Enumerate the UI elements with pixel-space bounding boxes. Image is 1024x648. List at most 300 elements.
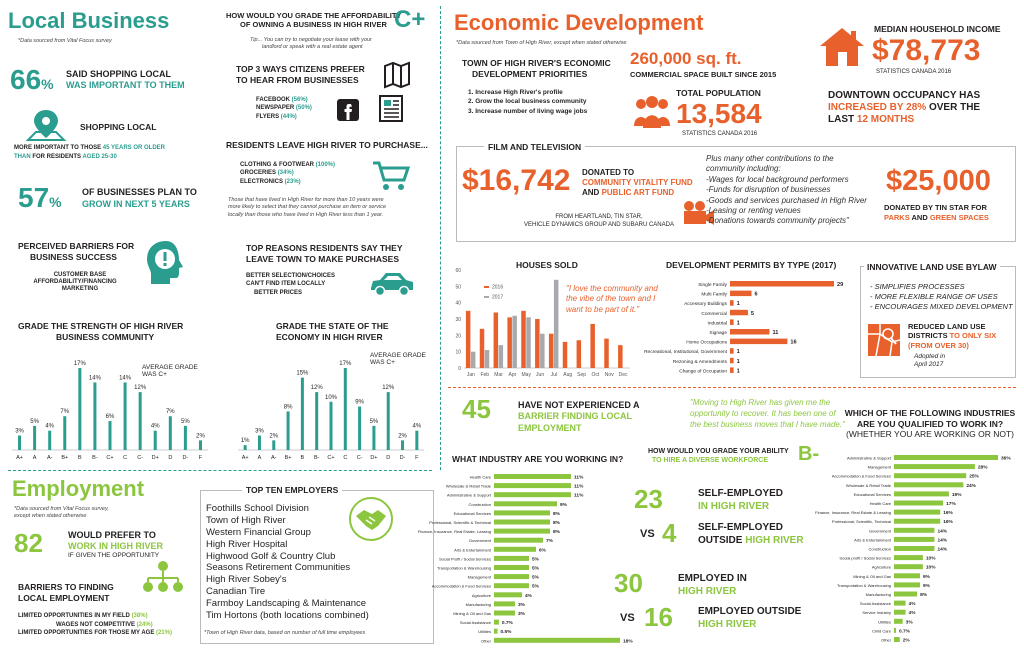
sqft-number: 260,000 sq. ft. xyxy=(630,49,742,68)
data-label: 17% xyxy=(946,502,956,507)
tick-label: Feb xyxy=(480,372,490,378)
stat-45-text: HAVE NOT EXPERIENCED A BARRIER FINDING LOCAL EMPLOYMENT xyxy=(518,400,640,433)
bar xyxy=(894,628,896,633)
category-label: Home Occupations xyxy=(686,340,727,346)
top-employers-list: Foothills School Division Town of High River Western Financial Group High River Hospital Highwood Golf & Country Club Seasons Retirement Communities High River Sobey's Canadian Tire Farmboy Landscaping & Maintenance Tim Hortons (both locations combined) xyxy=(206,503,369,621)
tick-label: Aug xyxy=(563,372,573,378)
data-label: 9% xyxy=(923,574,930,580)
tick-label: D xyxy=(386,455,391,461)
permits-chart xyxy=(600,278,858,380)
bar xyxy=(494,638,620,643)
bar xyxy=(485,350,490,368)
bar xyxy=(494,556,529,561)
bar xyxy=(78,368,81,450)
data-label: 11% xyxy=(574,493,584,499)
data-label: 5% xyxy=(30,418,39,425)
top-employers-note: *Town of High River data, based on number of full time employees xyxy=(204,630,366,636)
bar xyxy=(387,392,390,450)
category-label: Agriculture xyxy=(871,564,891,570)
bar xyxy=(535,319,540,368)
stat-16-number: 16 xyxy=(644,602,673,632)
leave-title: RESIDENTS LEAVE HIGH RIVER TO PURCHASE... xyxy=(226,140,428,150)
bar xyxy=(894,482,963,487)
bar xyxy=(301,378,304,450)
category-label: Social Assistance xyxy=(859,601,891,607)
category-label: Service Industry xyxy=(862,610,891,616)
bar xyxy=(330,402,333,450)
category-label: Accessory Buildings xyxy=(684,302,727,308)
bar xyxy=(372,426,375,450)
stat-16 xyxy=(644,604,673,631)
data-label: 16% xyxy=(943,520,953,526)
bar xyxy=(730,358,734,364)
legend-swatch xyxy=(484,296,489,298)
facebook-icon xyxy=(336,98,360,122)
tick-label: Jun xyxy=(536,372,545,378)
bar xyxy=(540,334,545,368)
stat-57: 57% xyxy=(18,182,62,213)
stat-66-line1: SAID SHOPPING LOCAL xyxy=(66,69,172,79)
bar xyxy=(18,436,21,450)
stat-57-line2: GROW IN NEXT 5 YEARS xyxy=(82,199,190,209)
category-label: Wholesale & Retail Trade xyxy=(445,483,491,489)
bar xyxy=(494,312,499,368)
bar xyxy=(894,637,900,642)
bar xyxy=(471,352,476,368)
bar xyxy=(344,368,347,450)
tick-label: 60 xyxy=(455,268,461,274)
data-label: 1% xyxy=(240,438,250,445)
tick-label: B- xyxy=(313,455,320,461)
category-label: Industrial xyxy=(707,321,727,327)
tick-label: Mar xyxy=(494,372,503,378)
bar xyxy=(730,319,734,325)
bar xyxy=(199,440,202,450)
tick-label: B+ xyxy=(284,455,292,461)
top-employers-title: TOP TEN EMPLOYERS xyxy=(242,486,342,495)
data-label: 14% xyxy=(937,529,948,535)
grade-community-title-1: GRADE THE STRENGTH OF HIGH RIVER xyxy=(18,321,184,331)
category-label: Other xyxy=(480,638,491,644)
data-label: 12% xyxy=(310,385,323,392)
bar xyxy=(258,436,261,450)
legend-swatch xyxy=(484,286,489,288)
data-label: 5% xyxy=(532,566,539,572)
tick-label: 40 xyxy=(455,300,461,307)
tick-label: C- xyxy=(356,455,363,461)
category-label: Construction xyxy=(468,501,491,507)
data-label: 6 xyxy=(754,291,758,298)
afford-question-1: HOW WOULD YOU GRADE THE AFFORDABILITY xyxy=(226,11,402,20)
bar xyxy=(466,311,471,368)
hear-list: FACEBOOK (56%) NEWSPAPER (50%) FLYERS (44%) xyxy=(256,97,312,120)
afford-tip-1: Tip... You can try to negotiate your lease with your xyxy=(250,37,372,43)
tick-label: D- xyxy=(182,455,189,461)
data-label: 10% xyxy=(324,394,338,401)
bar xyxy=(287,411,290,450)
barriers-title-1: PERCEIVED BARRIERS FOR xyxy=(18,241,135,251)
data-label: 9% xyxy=(560,502,567,508)
category-label: Commercial xyxy=(701,311,727,317)
tick-label: 30 xyxy=(455,317,461,323)
grade-economy-chart xyxy=(232,348,428,466)
data-label: 36% xyxy=(1001,456,1011,462)
data-label: 8% xyxy=(283,404,293,411)
data-label: 4% xyxy=(150,423,160,430)
bar xyxy=(494,492,571,497)
leave-list: CLOTHING & FOOTWEAR (100%) GROCERIES (34%) ELECTRONICS (23%) xyxy=(240,162,336,185)
data-label: 11% xyxy=(574,484,584,490)
reduced-districts: REDUCED LAND USE DISTRICTS TO ONLY SIX (FROM OVER 30) xyxy=(908,322,997,350)
bar xyxy=(730,339,787,345)
data-label: 5% xyxy=(532,584,539,590)
bar xyxy=(554,280,559,368)
data-label: 9% xyxy=(355,399,364,406)
industry-working-chart xyxy=(417,471,644,647)
tick-label: F xyxy=(415,455,419,461)
bar xyxy=(494,510,550,515)
houses-quote: "I love the community and the vibe of the town and I want to be part of it." xyxy=(566,284,658,314)
afford-question-2: OF OWNING A BUSINESS IN HIGH RIVER xyxy=(240,20,387,29)
film-contributions: Plus many other contributions to the community including: -Wages for local background performers -Funds for disruption of businesses -Goods and services purchased in High River -Leasing or renting venues -Donations towards community projects" xyxy=(706,154,867,226)
houses-sold-title: HOUSES SOLD xyxy=(516,260,578,270)
category-label: Change of Occupation xyxy=(679,369,727,375)
bar xyxy=(494,547,536,552)
tick-label: A xyxy=(257,455,262,461)
bar xyxy=(272,440,275,450)
legend-label: 2017 xyxy=(492,294,504,301)
bar xyxy=(894,491,949,496)
tick-label: A xyxy=(32,455,37,461)
data-label: 14% xyxy=(88,375,101,382)
data-label: 14% xyxy=(937,538,948,544)
category-label: Other xyxy=(880,637,891,643)
tick-label: Oct xyxy=(591,372,600,378)
data-label: 4% xyxy=(412,423,422,430)
barriers-employment-title-2: LOCAL EMPLOYMENT xyxy=(18,593,110,603)
economic-title: Economic Development xyxy=(454,10,704,35)
stat-4 xyxy=(662,520,676,547)
bar xyxy=(499,345,504,368)
tick-label: Nov xyxy=(604,372,614,378)
bar xyxy=(894,464,975,469)
tick-label: B+ xyxy=(61,455,69,461)
adopted-note: Adopted in April 2017 xyxy=(914,353,946,368)
grade-community-chart xyxy=(6,348,212,466)
bar xyxy=(494,629,498,634)
data-label: 5% xyxy=(369,418,379,425)
bar xyxy=(894,601,906,606)
divider-economic-employment xyxy=(448,387,1016,388)
qualified-question: WHICH OF THE FOLLOWING INDUSTRIES ARE YOU QUALIFIED TO WORK IN? (WHETHER YOU ARE WORKING OR NOT) xyxy=(844,408,1016,440)
bar xyxy=(894,582,920,587)
bar xyxy=(894,510,940,515)
stat-23-number: 23 xyxy=(634,484,663,514)
map-pin-icon xyxy=(26,108,66,142)
data-label: 2% xyxy=(902,638,910,644)
data-label: 12% xyxy=(134,385,147,392)
bar xyxy=(894,619,903,624)
category-label: Social Profit / Social Services xyxy=(438,556,491,562)
category-label: Utilities xyxy=(478,629,491,635)
bar xyxy=(730,300,734,306)
bar xyxy=(33,426,36,450)
category-label: Social Assistance xyxy=(459,620,491,626)
data-label: 4% xyxy=(45,423,55,430)
data-label: 5% xyxy=(181,418,190,425)
stat-23-text: SELF-EMPLOYED IN HIGH RIVER xyxy=(698,488,784,512)
bar xyxy=(494,538,543,543)
tick-label: Apr xyxy=(508,372,517,378)
land-use-list: - SIMPLIFIES PROCESSES - MORE FLEXIBLE RANGE OF USES - ENCOURAGES MIXED DEVELOPMENT xyxy=(870,282,1013,312)
divider-local-economic xyxy=(440,6,441,470)
grade-diverse-question: HOW WOULD YOU GRADE YOUR ABILITY TO HIRE A DIVERSE WORKFORCE xyxy=(648,448,789,464)
stat-45 xyxy=(462,396,491,423)
tick-label: Jul xyxy=(550,372,558,378)
head-alert-icon xyxy=(142,238,188,288)
barriers-employment-title-1: BARRIERS TO FINDING xyxy=(18,582,114,592)
stat-16-text: EMPLOYED OUTSIDE HIGH RIVER xyxy=(698,606,802,630)
film-from: FROM HEARTLAND, TIN STAR, VEHICLE DYNAMICS GROUP AND SUBARU CANADA xyxy=(524,214,674,229)
category-label: Government xyxy=(868,528,891,534)
data-label: 0.7% xyxy=(501,621,513,627)
data-label: 5% xyxy=(532,575,539,581)
bar xyxy=(358,407,361,450)
category-label: Child Care xyxy=(872,628,891,634)
shopping-local-title: SHOPPING LOCAL xyxy=(80,122,157,132)
grade-community-title-2: BUSINESS COMMUNITY xyxy=(56,332,155,342)
category-label: Professional, Scientific & Technical xyxy=(429,520,491,525)
data-label: 1 xyxy=(736,301,740,308)
data-label: 8% xyxy=(553,511,560,517)
stat-66-number: 66 xyxy=(10,64,42,95)
bar xyxy=(894,528,934,533)
data-label: 3% xyxy=(518,612,525,617)
tick-label: May xyxy=(521,372,531,378)
stat-66: 66% xyxy=(10,64,54,95)
stat-4-text: SELF-EMPLOYED OUTSIDE HIGH RIVER xyxy=(698,522,804,546)
stat-66-line2: WAS IMPORTANT TO THEM xyxy=(66,80,185,90)
bar xyxy=(494,574,529,579)
tick-label: 20 xyxy=(455,333,461,340)
category-label: Agriculture xyxy=(471,592,491,598)
bar xyxy=(894,592,917,597)
bar xyxy=(894,473,966,478)
category-label: Finance, Insurance, Real Estate & Leasing xyxy=(815,510,891,516)
data-label: 18% xyxy=(623,639,633,645)
category-label: Accommodation & Food Services xyxy=(831,473,891,479)
stat-82-text: WOULD PREFER TO WORK IN HIGH RIVER IF GIVEN THE OPPORTUNITY xyxy=(68,530,164,559)
data-label: 4% xyxy=(908,602,916,608)
data-label: 14% xyxy=(119,375,132,382)
bar xyxy=(563,342,568,368)
data-label: 2% xyxy=(196,433,205,440)
bar xyxy=(494,611,515,616)
downtown-occupancy: DOWNTOWN OCCUPANCY HAS INCREASED BY 28% OVER THE LAST 12 MONTHS xyxy=(828,90,981,125)
bar xyxy=(48,431,51,450)
data-label: 0.5% xyxy=(500,630,512,636)
category-label: Administrative & Support xyxy=(846,455,891,461)
hear-title-2: TO HEAR FROM BUSINESSES xyxy=(236,75,359,85)
category-label: Signage xyxy=(709,331,727,336)
category-label: Educational Services xyxy=(853,491,891,497)
category-label: Mining & Oil and Gas xyxy=(453,611,491,616)
barriers-list: CUSTOMER BASE AFFORDABILITY/FINANCING MARKETING xyxy=(33,272,117,292)
category-label: Health Care xyxy=(469,474,491,480)
bar xyxy=(154,431,157,450)
data-label: 6% xyxy=(105,414,115,421)
barriers-title-2: BUSINESS SUCCESS xyxy=(30,252,117,262)
tick-label: D- xyxy=(399,455,406,461)
sqft-label: COMMERCIAL SPACE BUILT SINCE 2015 xyxy=(630,70,777,79)
film-amount-1: $16,742 xyxy=(462,164,571,197)
employment-title: Employment xyxy=(12,476,145,501)
bar xyxy=(894,519,940,524)
tick-label: D+ xyxy=(151,455,159,461)
tick-label: C+ xyxy=(327,455,335,461)
bar xyxy=(480,329,485,368)
tick-label: B- xyxy=(92,455,98,461)
category-label: Wholesale & Retail Trade xyxy=(845,482,891,488)
data-label: 29 xyxy=(837,282,844,288)
category-label: Finance, Insurance, Real Estate, Leasing xyxy=(417,529,491,535)
income-label: MEDIAN HOUSEHOLD INCOME xyxy=(874,24,1001,34)
bar xyxy=(315,392,318,450)
bar xyxy=(730,329,769,335)
bar xyxy=(894,501,943,506)
bar xyxy=(894,546,934,551)
bar xyxy=(526,317,531,368)
grade-economy-title-2: ECONOMY IN HIGH RIVER xyxy=(276,332,383,342)
data-label: 16% xyxy=(943,511,953,517)
org-chart-icon xyxy=(140,560,186,594)
data-label: 7% xyxy=(546,539,553,545)
reasons-title-1: TOP REASONS RESIDENTS SAY THEY xyxy=(246,243,403,253)
tick-label: C xyxy=(343,455,348,461)
income-source: STATISTICS CANADA 2016 xyxy=(876,69,952,75)
bar xyxy=(494,565,529,570)
bar xyxy=(63,416,66,450)
film-donation-2: DONATED BY TIN STAR FOR PARKS AND GREEN SPACES xyxy=(884,203,989,222)
economic-source-note: *Data sourced from Town of High River, except when stated otherwise xyxy=(456,40,627,46)
shopping-local-line1: MORE IMPORTANT TO THOSE 45 YEARS OR OLDER xyxy=(14,145,166,151)
data-label: 4% xyxy=(908,611,916,617)
bar xyxy=(549,334,554,368)
tick-label: F xyxy=(198,455,203,461)
data-label: 14% xyxy=(937,547,948,553)
tick-label: C+ xyxy=(106,455,114,461)
data-label: 17% xyxy=(339,361,352,367)
zoning-map-icon xyxy=(866,322,902,358)
data-label: 10% xyxy=(925,565,936,571)
data-label: 2% xyxy=(269,433,279,440)
data-label: 1 xyxy=(736,349,740,356)
data-label: 3% xyxy=(15,428,24,435)
grade-economy-average: AVERAGE GRADE WAS C+ xyxy=(370,352,426,367)
tick-label: A- xyxy=(271,455,277,461)
divider-local-employment xyxy=(8,470,432,471)
data-label: 1 xyxy=(736,358,740,365)
tick-label: A- xyxy=(46,455,53,461)
data-label: 24% xyxy=(966,483,976,489)
data-label: 1 xyxy=(736,368,740,375)
bar xyxy=(93,382,96,450)
data-label: 6% xyxy=(539,548,546,554)
bar xyxy=(494,501,557,506)
tick-label: Jan xyxy=(466,372,475,378)
data-label: 2% xyxy=(398,433,407,440)
bar xyxy=(244,445,247,450)
bar xyxy=(521,311,526,368)
data-label: 8% xyxy=(920,593,928,598)
data-label: 0.7% xyxy=(899,629,910,635)
tick-label: B xyxy=(78,455,82,461)
data-label: 28% xyxy=(977,465,988,471)
population-number: 13,584 xyxy=(676,98,762,129)
category-label: Management xyxy=(467,574,491,580)
bar xyxy=(169,416,172,450)
shopping-local-line2: THAN FOR RESIDENTS AGED 25-30 xyxy=(14,154,117,160)
stat-30 xyxy=(614,570,643,597)
tick-label: D+ xyxy=(370,455,378,461)
grade-economy-title-1: GRADE THE STATE OF THE xyxy=(276,321,389,331)
tick-label: 50 xyxy=(455,284,461,291)
employment-source-note: *Data sourced from Vital Focus survey, except when stated otherwise xyxy=(14,506,109,520)
data-label: 3% xyxy=(905,620,913,626)
category-label: Recreational, Institutional, Government xyxy=(644,350,727,356)
shopping-cart-icon xyxy=(372,160,410,192)
bar xyxy=(415,431,418,450)
category-label: Single Family xyxy=(698,283,727,288)
bar xyxy=(894,564,923,569)
category-label: Accommodation & Food Services xyxy=(431,583,491,589)
population-source: STATISTICS CANADA 2016 xyxy=(682,131,758,137)
bar xyxy=(894,537,934,542)
category-label: Government xyxy=(468,538,491,544)
data-label: 12% xyxy=(382,385,395,392)
bar xyxy=(494,583,529,588)
permits-title: DEVELOPMENT PERMITS BY TYPE (2017) xyxy=(666,260,837,270)
afford-grade: C+ xyxy=(394,6,426,33)
bar xyxy=(730,310,748,316)
stat-45-number: 45 xyxy=(462,394,491,424)
stat-4-number: 4 xyxy=(662,518,677,548)
bar xyxy=(512,316,517,368)
bar xyxy=(494,474,571,479)
bar xyxy=(401,440,404,450)
hear-title-1: TOP 3 WAYS CITIZENS PREFER xyxy=(236,64,365,74)
data-label: 7% xyxy=(60,409,70,416)
local-business-title: Local Business xyxy=(8,8,170,33)
tick-label: B xyxy=(300,455,305,461)
film-title: FILM AND TELEVISION xyxy=(484,143,585,152)
data-label: 9% xyxy=(923,583,930,589)
bar xyxy=(894,573,920,578)
category-label: Social profit / Social Services xyxy=(839,555,891,561)
bar xyxy=(184,426,187,450)
film-donation-1: DONATED TO COMMUNITY VITALITY FUND AND PUBLIC ART FUND xyxy=(582,168,693,197)
data-label: 3% xyxy=(255,428,264,435)
category-label: Administrative & Support xyxy=(446,492,491,498)
data-label: 11% xyxy=(574,475,584,481)
tick-label: C xyxy=(123,455,128,461)
bar xyxy=(494,601,515,606)
people-icon xyxy=(632,94,672,130)
category-label: Manufacturing xyxy=(465,601,491,607)
afford-tip-2: landlord or speak with a real estate agent xyxy=(262,44,363,50)
bar xyxy=(494,620,499,625)
local-source-note: *Data sourced from Vital Focus survey xyxy=(18,38,112,44)
